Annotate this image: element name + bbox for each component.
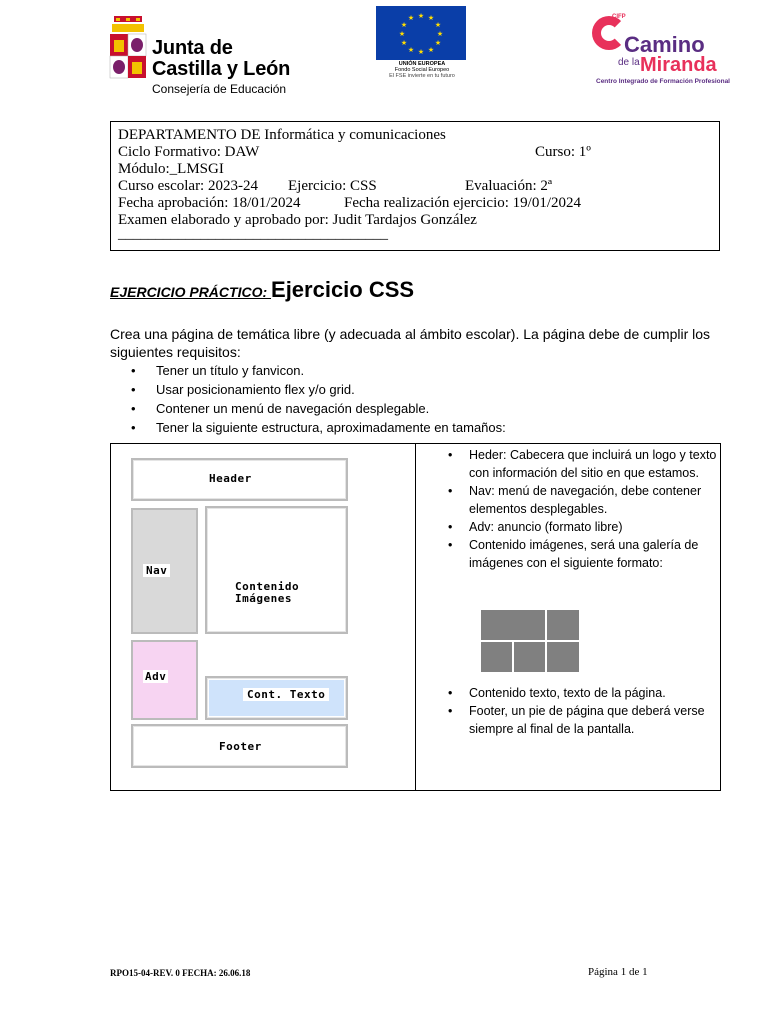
gallery-cell [481,642,512,672]
jcyl-line3: Consejería de Educación [152,82,287,96]
firma-line: ____________________________________ [118,226,388,242]
svg-text:★: ★ [407,14,415,22]
fecha-aprobacion: Fecha aprobación: 18/01/2024 [118,195,301,211]
wf-footer [131,724,348,768]
svg-text:★: ★ [427,14,435,22]
eu-stars-icon [376,6,466,60]
list-item: • Heder: Cabecera que incluirá un logo y texto con información del sitio en que estamos. [427,446,717,482]
cifp-line2: de la [618,57,640,68]
requirements-list [110,361,722,437]
departamento: DEPARTAMENTO DE Informática y comunicaciones [118,127,446,143]
gallery-grid-icon [481,610,579,672]
jcyl-line1: Junta de [152,37,233,59]
ejercicio: Ejercicio: CSS [288,178,377,194]
info-box [110,121,720,251]
title-label: EJERCICIO PRÁCTICO: [110,284,272,300]
list-item: • Usar posicionamiento flex y/o grid. [110,380,722,399]
wf-nav [131,508,198,634]
list-item: • Contenido imágenes, será una galería de imágenes con el siguiente formato: [427,536,717,572]
gallery-cell [547,610,579,640]
cifp-badge: CIFP [612,14,626,20]
wf-contenido-label: Contenido [235,580,300,593]
wf-adv [131,640,198,720]
eu-line2: Fondo Social Europeo [394,67,450,73]
wf-cont-texto [205,676,348,720]
title-text: Ejercicio CSS [271,277,415,302]
wf-header [131,458,348,501]
svg-text:★: ★ [400,39,408,47]
svg-text:★: ★ [436,30,444,38]
list-item: • Tener la siguiente estructura, aproximadamente en tamaños: [110,418,722,437]
curso-escolar: Curso escolar: 2023-24 [118,178,258,194]
svg-text:★: ★ [434,39,442,47]
eu-flag-icon [376,6,466,60]
svg-text:★: ★ [400,21,408,29]
fecha-realizacion: Fecha realización ejercicio: 19/01/2024 [344,195,581,211]
cifp-line1: Camino [624,32,705,57]
cifp-line4: Centro Integrado de Formación Profesional [596,78,730,85]
svg-text:★: ★ [417,12,425,20]
svg-text:★: ★ [417,48,425,56]
list-item: • Contener un menú de navegación desplegable. [110,399,722,418]
cifp-logo [592,12,732,92]
description-list-top [427,446,717,572]
list-item: • Adv: anuncio (formato libre) [427,518,717,536]
list-item: • Footer, un pie de página que deberá verse siempre al final de la pantalla. [427,702,717,738]
examen: Examen elaborado y aprobado por: Judit Tardajos González [118,212,477,228]
wf-nav-label: Nav [143,564,170,577]
list-item: • Nav: menú de navegación, debe contener elementos desplegables. [427,482,717,518]
svg-text:★: ★ [434,21,442,29]
cifp-line3: Miranda [640,54,717,76]
curso: Curso: 1º [535,144,591,160]
list-item: • Tener un título y fanvicon. [110,361,722,380]
castilla-leon-shield-icon [108,16,148,82]
wf-contenido [205,506,348,634]
eu-line3: El FSE invierte en tu futuro [389,73,455,79]
eu-logo [376,6,468,90]
list-item: • Contenido texto, texto de la página. [427,684,717,702]
table-divider [415,444,416,790]
wf-footer-label: Footer [219,740,262,753]
wf-imagenes-label: Imágenes [235,592,292,605]
svg-text:★: ★ [427,46,435,54]
doc-footer-code: RPO15-04-REV. 0 FECHA: 26.06.18 [110,968,251,978]
svg-text:★: ★ [407,46,415,54]
page-title [110,277,414,303]
cifp-c-icon [592,16,626,50]
modulo: Módulo:_LMSGI [118,161,224,177]
layout-table [110,443,721,791]
description-list-bottom [427,684,717,738]
page-number: Página 1 de 1 [588,966,648,978]
ciclo: Ciclo Formativo: DAW [118,144,260,160]
jcyl-logo [108,16,308,98]
wf-adv-label: Adv [145,670,167,683]
svg-text:★: ★ [398,30,406,38]
wf-cont-texto-label: Cont. Texto [243,688,329,701]
gallery-cell [481,610,545,640]
jcyl-line2: Castilla y León [152,58,291,80]
gallery-cell [514,642,545,672]
gallery-cell [547,642,579,672]
evaluacion: Evaluación: 2ª [465,178,553,194]
wf-header-label: Header [209,472,252,485]
intro-paragraph: Crea una página de temática libre (y adecuada al ámbito escolar). La página debe de cumplir los siguientes requisitos: [110,326,711,360]
eu-line1: UNIÓN EUROPEA [398,61,446,67]
